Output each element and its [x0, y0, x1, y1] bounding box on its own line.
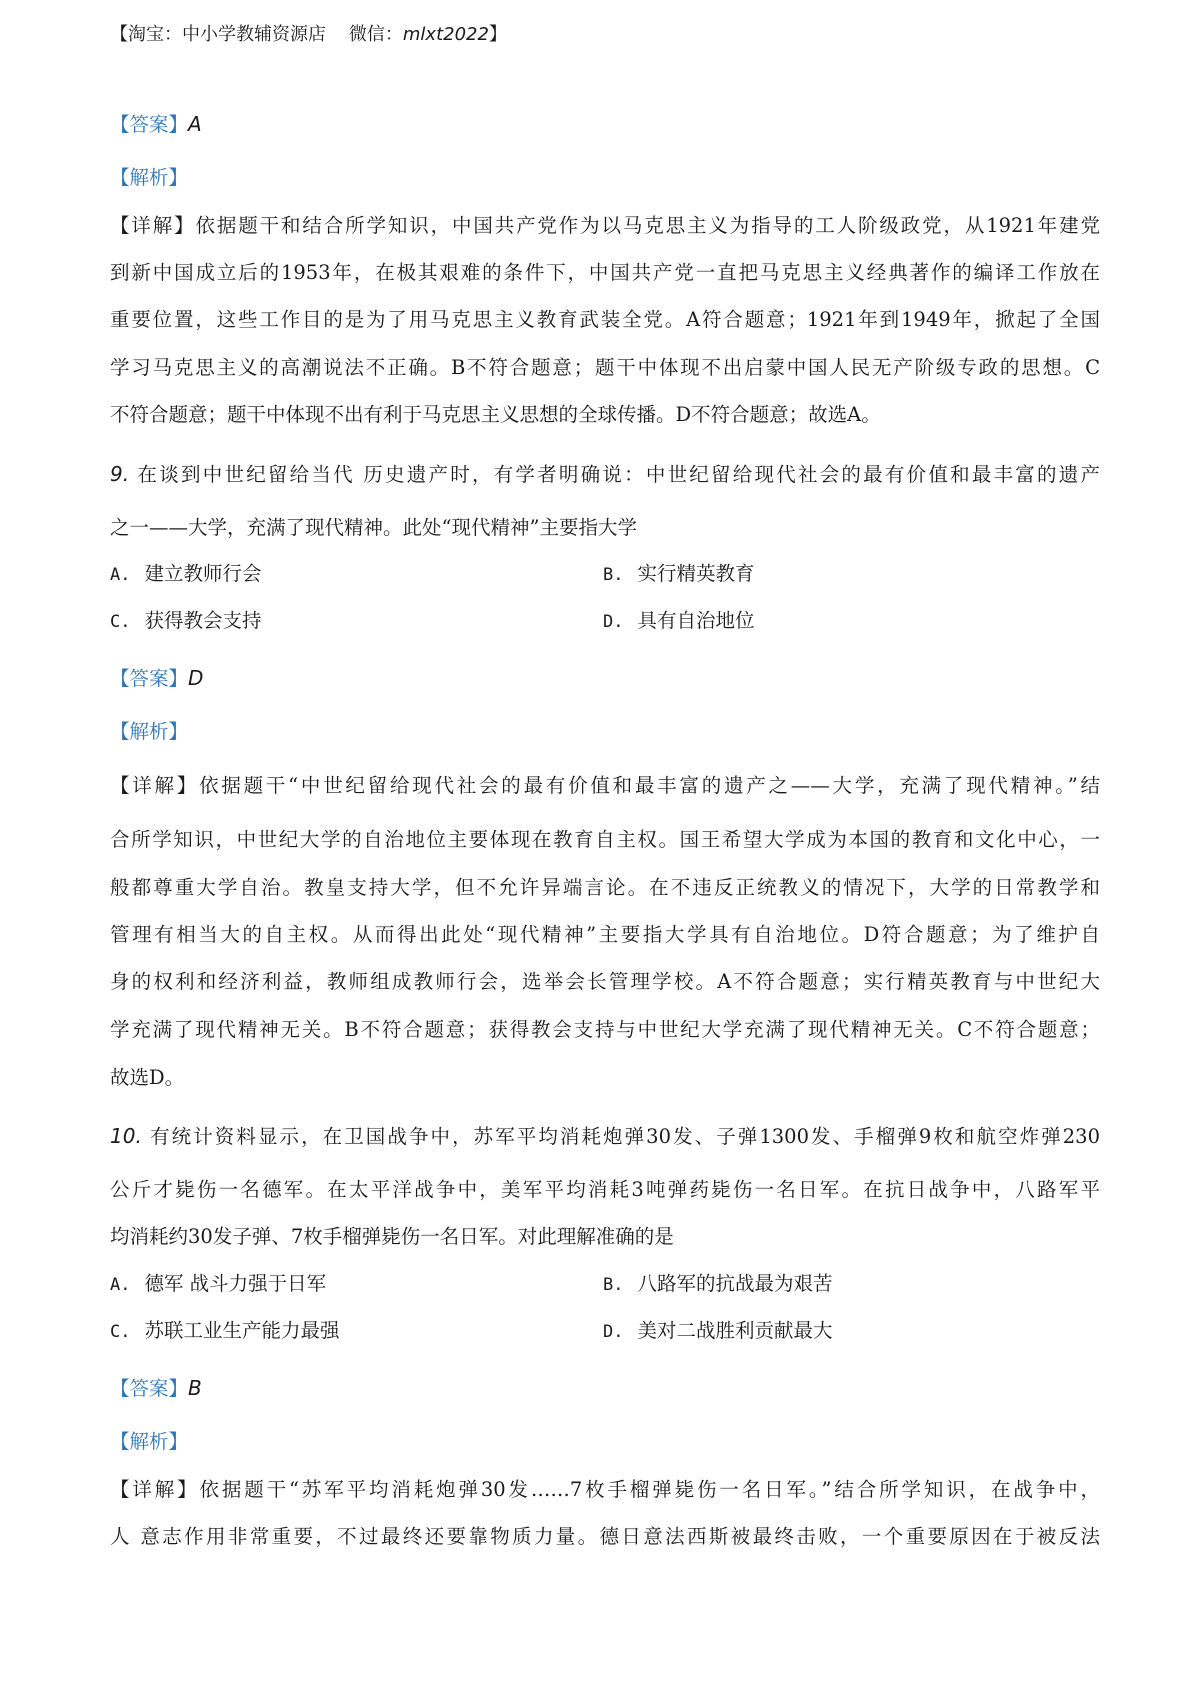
q9-analysis-heading [110, 718, 1100, 746]
answer-value: B [188, 1376, 202, 1400]
q8-analysis-heading [110, 164, 1100, 192]
option-letter: C. [110, 612, 131, 632]
answer-value: D [188, 666, 204, 690]
header-wechat-label: 微信： [348, 24, 403, 45]
option-text: 实行精英教育 [637, 562, 755, 585]
q9-stem-line [110, 460, 1100, 488]
option-letter: D. [603, 1322, 624, 1342]
option-text: 美对二战胜利贡献最大 [637, 1319, 833, 1342]
q9-stem-line: 之一——大学，充满了现代精神。此处“现代精神”主要指大学 [110, 516, 637, 539]
option-letter: A. [110, 1275, 131, 1295]
q9-detail-line: 管理有相当大的自主权。从而得出此处“现代精神”主要指大学具有自治地位。D符合题意；为了维护自 [110, 923, 1100, 946]
option-letter: A. [110, 565, 131, 585]
q8-detail-line: 学习马克思主义的高潮说法不正确。B不符合题意；题干中体现不出启蒙中国人民无产阶级专政的思想。C [110, 356, 1100, 379]
option-text: 德军 战斗力强于日军 [144, 1272, 327, 1295]
option-text: 具有自治地位 [637, 609, 755, 632]
q9-stem-text: 在谈到中世纪留给当代 历史遗产时，有学者明确说：中世纪留给现代社会的最有价值和最丰富的遗产 [137, 463, 1100, 486]
q9-option-c [110, 607, 262, 636]
option-letter: B. [603, 565, 624, 585]
q8-detail-line: 到新中国成立后的1953年，在极其艰难的条件下，中国共产党一直把马克思主义经典著作的编译工作放在 [110, 261, 1100, 284]
q9-detail-line: 合所学知识，中世纪大学的自治地位主要体现在教育自主权。国王希望大学成为本国的教育和文化中心，一 [110, 828, 1100, 851]
q10-analysis-heading [110, 1428, 1100, 1456]
q9-detail-line: 故选D。 [110, 1066, 185, 1089]
option-text: 苏联工业生产能力最强 [144, 1319, 340, 1342]
header-close: 】 [488, 24, 507, 45]
q9-detail-line: 般都尊重大学自治。教皇支持大学，但不允许异端言论。在不违反正统教义的情况下，大学的日常教学和 [110, 876, 1100, 899]
q8-detail-line: 【详解】依据题干和结合所学知识，中国共产党作为以马克思主义为指导的工人阶级政党，从1921年建党 [110, 214, 1100, 237]
header-watermark [110, 22, 507, 48]
q10-answer [110, 1374, 1100, 1403]
q8-detail-line: 不符合题意；题干中体现不出有利于马克思主义思想的全球传播。D不符合题意；故选A。 [110, 403, 881, 426]
q10-option-c [110, 1317, 340, 1346]
option-letter: B. [603, 1275, 624, 1295]
q9-detail-line: 【详解】依据题干“中世纪留给现代社会的最有价值和最丰富的遗产之——大学，充满了现代精神。”结 [110, 774, 1100, 797]
q10-stem-line: 公斤才毙伤一名德军。在太平洋战争中，美军平均消耗3吨弹药毙伤一名日军。在抗日战争中，八路军平 [110, 1178, 1100, 1201]
question-number: 9. [110, 462, 130, 486]
q10-detail-line: 人 意志作用非常重要，不过最终还要靠物质力量。德日意法西斯被最终击败，一个重要原因在于被反法 [110, 1525, 1100, 1548]
q8-answer [110, 110, 1100, 139]
q9-option-b [603, 560, 755, 589]
q9-detail-line: 学充满了现代精神无关。B不符合题意；获得教会支持与中世纪大学充满了现代精神无关。C不符合题意； [110, 1018, 1100, 1041]
answer-tag: 【答案】 [110, 113, 189, 136]
q10-option-d [603, 1317, 833, 1346]
q9-option-a [110, 560, 262, 589]
q9-detail-line: 身的权利和经济利益，教师组成教师行会，选举会长管理学校。A不符合题意；实行精英教育与中世纪大 [110, 970, 1100, 993]
q10-stem-text: 有统计资料显示，在卫国战争中，苏军平均消耗炮弹30发、子弹1300发、手榴弹9枚和航空炸弹230 [150, 1125, 1100, 1148]
analysis-tag: 【解析】 [110, 1430, 189, 1453]
analysis-tag: 【解析】 [110, 166, 189, 189]
q9-answer [110, 664, 1100, 693]
answer-tag: 【答案】 [110, 1377, 189, 1400]
q10-stem-line [110, 1122, 1100, 1150]
option-letter: C. [110, 1322, 131, 1342]
question-number: 10. [110, 1124, 142, 1148]
header-shop: 【淘宝：中小学教辅资源店 [110, 24, 326, 45]
q10-option-a [110, 1270, 326, 1299]
q10-option-b [603, 1270, 833, 1299]
option-text: 八路军的抗战最为艰苦 [637, 1272, 833, 1295]
option-text: 获得教会支持 [144, 609, 262, 632]
answer-value: A [188, 112, 202, 136]
option-letter: D. [603, 612, 624, 632]
option-text: 建立教师行会 [144, 562, 262, 585]
q10-detail-line: 【详解】依据题干“苏军平均消耗炮弹30发……7枚手榴弹毙伤一名日军。”结合所学知识，在战争中， [110, 1478, 1100, 1501]
answer-tag: 【答案】 [110, 667, 189, 690]
q10-stem-line: 均消耗约30发子弹、7枚手榴弹毙伤一名日军。对此理解准确的是 [110, 1225, 674, 1248]
analysis-tag: 【解析】 [110, 720, 189, 743]
header-wechat-id: mlxt2022 [402, 24, 489, 45]
q8-detail-line: 重要位置，这些工作目的是为了用马克思主义教育武装全党。A符合题意；1921年到1949年，掀起了全国 [110, 308, 1100, 331]
q9-option-d [603, 607, 755, 636]
